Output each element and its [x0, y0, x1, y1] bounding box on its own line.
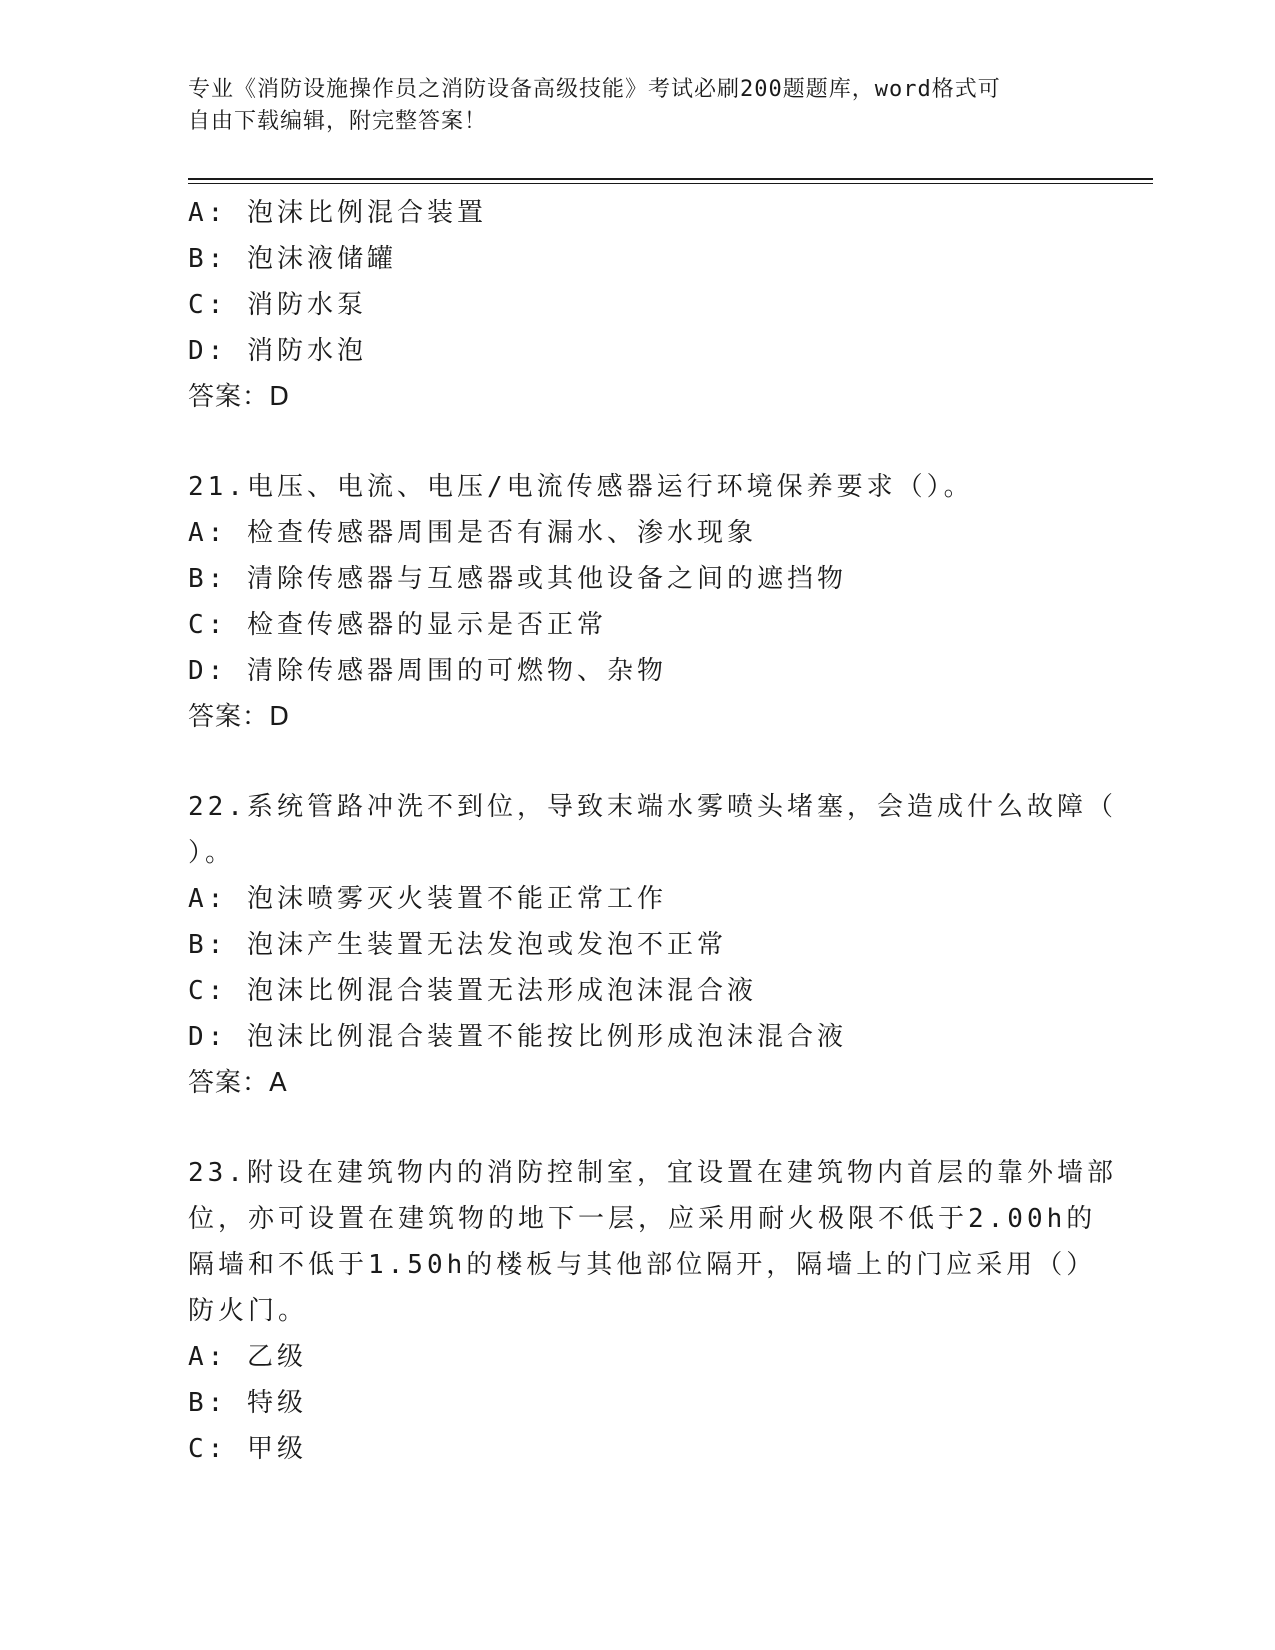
question-22 [188, 784, 1117, 1106]
question-stem: 21.电压、电流、电压/电流传感器运行环境保养要求（）。 [188, 472, 974, 502]
header-title-line-1: 专业《消防设施操作员之消防设备高级技能》考试必刷200题题库，word格式可 [188, 77, 1001, 102]
question-20 [188, 190, 1078, 420]
answer-line: 答案：D [188, 382, 291, 412]
option-b: B: 清除传感器与互感器或其他设备之间的遮挡物 [188, 564, 847, 594]
option-a: A: 检查传感器周围是否有漏水、渗水现象 [188, 518, 757, 548]
option-b: B: 特级 [188, 1388, 307, 1418]
option-b: B: 泡沫液储罐 [188, 244, 397, 274]
option-c: C: 消防水泵 [188, 290, 367, 320]
option-d: D: 清除传感器周围的可燃物、杂物 [188, 656, 667, 686]
header-divider-thin [188, 183, 1153, 184]
question-stem-line-2: ）。 [188, 838, 236, 868]
document-header [188, 74, 1068, 138]
option-a: A: 泡沫喷雾灭火装置不能正常工作 [188, 884, 667, 914]
header-title-line-2: 自由下载编辑，附完整答案！ [188, 109, 488, 134]
question-stem-line-1: 22.系统管路冲洗不到位，导致末端水雾喷头堵塞，会造成什么故障（ [188, 792, 1117, 822]
option-d: D: 泡沫比例混合装置不能按比例形成泡沫混合液 [188, 1022, 847, 1052]
option-b: B: 泡沫产生装置无法发泡或发泡不正常 [188, 930, 727, 960]
question-21 [188, 464, 1078, 740]
question-stem-line-2: 位，亦可设置在建筑物的地下一层，应采用耐火极限不低于2.00h的 [188, 1204, 1097, 1234]
answer-line: 答案：A [188, 1068, 288, 1098]
question-23 [188, 1150, 1117, 1472]
question-stem-line-1: 23.附设在建筑物内的消防控制室，宜设置在建筑物内首层的靠外墙部 [188, 1158, 1117, 1188]
option-c: C: 泡沫比例混合装置无法形成泡沫混合液 [188, 976, 757, 1006]
option-c: C: 检查传感器的显示是否正常 [188, 610, 607, 640]
option-c: C: 甲级 [188, 1434, 307, 1464]
question-list [188, 190, 1117, 1472]
option-a: A: 泡沫比例混合装置 [188, 198, 487, 228]
option-a: A: 乙级 [188, 1342, 307, 1372]
question-stem-line-3: 隔墙和不低于1.50h的楼板与其他部位隔开，隔墙上的门应采用（） [188, 1250, 1097, 1280]
question-stem-line-4: 防火门。 [188, 1296, 309, 1326]
option-d: D: 消防水泡 [188, 336, 367, 366]
header-divider-thick [188, 178, 1153, 180]
answer-line: 答案：D [188, 702, 291, 732]
